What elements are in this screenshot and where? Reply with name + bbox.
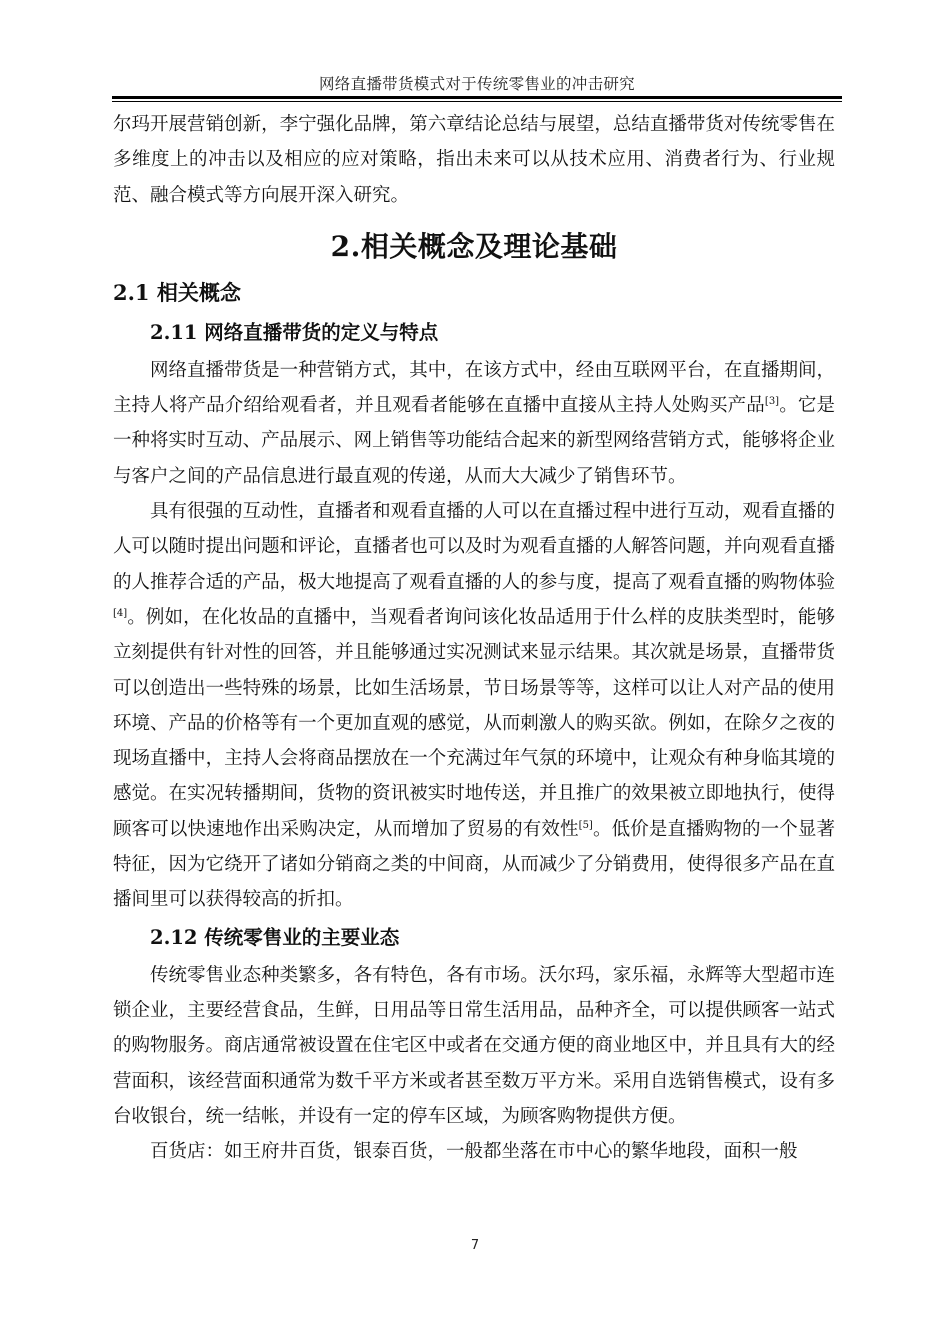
page-number: 7 xyxy=(470,1238,480,1253)
page-body xyxy=(113,107,835,1169)
paragraph-text: 网络直播带货是一种营销方式，其中，在该方式中，经由互联网平台，在直播期间，主持人将产品介绍给观看者，并且观看者能够在直播中直接从主持人处购买产品 xyxy=(113,359,835,417)
paragraph-text: 。例如，在化妆品的直播中，当观看者询问该化妆品适用于什么样的皮肤类型时，能够立刻提供有针对性的回答，并且能够通过实况测试来显示结果。其次就是场景，直播带货可以创造出一些特殊的场景，比如生活场景，节日场景等等，这样可以让人对产品的使用环境、产品的价格等有一个更加直观的感觉，从而刺激人的购买欲。例如，在除夕之夜的现场直播中，主持人会将商品摆放在一个充满过年气氛的环境中，让观众有种身临其境的感觉。在实况转播期间，货物的资讯被实时地传送，并且推广的效果被立即地执行，使得顾客可以快速地作出采购决定，从而增加了贸易的有效性 xyxy=(113,606,835,840)
header-rule-thick xyxy=(112,96,842,99)
paragraph-text: 。它是一种将实时互动、产品展示、网上销售等功能结合起来的新型网络营销方式，能够将企业与客户之间的产品信息进行最直观的传递，从而大大减少了销售环节。 xyxy=(113,395,835,487)
header-rule-thin xyxy=(112,101,842,102)
section-heading-2-1: 2.1 相关概念 xyxy=(113,279,241,305)
chapter-title: 2.相关概念及理论基础 xyxy=(330,229,618,263)
citation-ref: [3] xyxy=(764,396,780,408)
citation-ref: [5] xyxy=(578,819,593,831)
paragraph-text: 具有很强的互动性，直播者和观看直播的人可以在直播过程中进行互动，观看直播的人可以随时提出问题和评论，直播者也可以及时为观看直播的人解答问题，并向观看直播的人推荐合适的产品，极大地提高了观看直播的人的参与度，提高了观看直播的购物体验 xyxy=(113,501,835,593)
paragraph-text: 。低价是直播购物的一个显著特征，因为它绕开了诸如分销商之类的中间商，从而减少了分销费用，使得很多产品在直播间里可以获得较高的折扣。 xyxy=(113,818,835,911)
paragraph-characteristics xyxy=(113,494,835,918)
running-header: 网络直播带货模式对于传统零售业的冲击研究 xyxy=(318,75,635,93)
paragraph-retail-formats: 传统零售业态种类繁多，各有特色，各有市场。沃尔玛，家乐福，永辉等大型超市连锁企业，主要经营食品，生鲜，日用品等日常生活用品，品种齐全，可以提供顾客一站式的购物服务。商店通常被设置在住宅区中或者在交通方便的商业地区中，并且具有大的经营面积，该经营面积通常为数千平方米或者甚至数万平方米。采用自选销售模式，设有多台收银台，统一结帐，并设有一定的停车区域，为顾客购物提供方便。 xyxy=(113,964,835,1127)
subsection-heading-2-12: 2.12 传统零售业的主要业态 xyxy=(150,925,400,949)
intro-continuation-paragraph: 尔玛开展营销创新，李宁强化品牌，第六章结论总结与展望，总结直播带货对传统零售在多维度上的冲击以及相应的应对策略，指出未来可以从技术应用、消费者行为、行业规范、融合模式等方向展开深入研究。 xyxy=(113,114,835,206)
citation-ref: [4] xyxy=(113,607,128,619)
subsection-heading-2-11: 2.11 网络直播带货的定义与特点 xyxy=(150,320,439,344)
paragraph-department-stores: 百货店：如王府井百货，银泰百货，一般都坐落在市中心的繁华地段，面积一般 xyxy=(150,1141,798,1163)
paragraph-definition xyxy=(113,353,835,494)
